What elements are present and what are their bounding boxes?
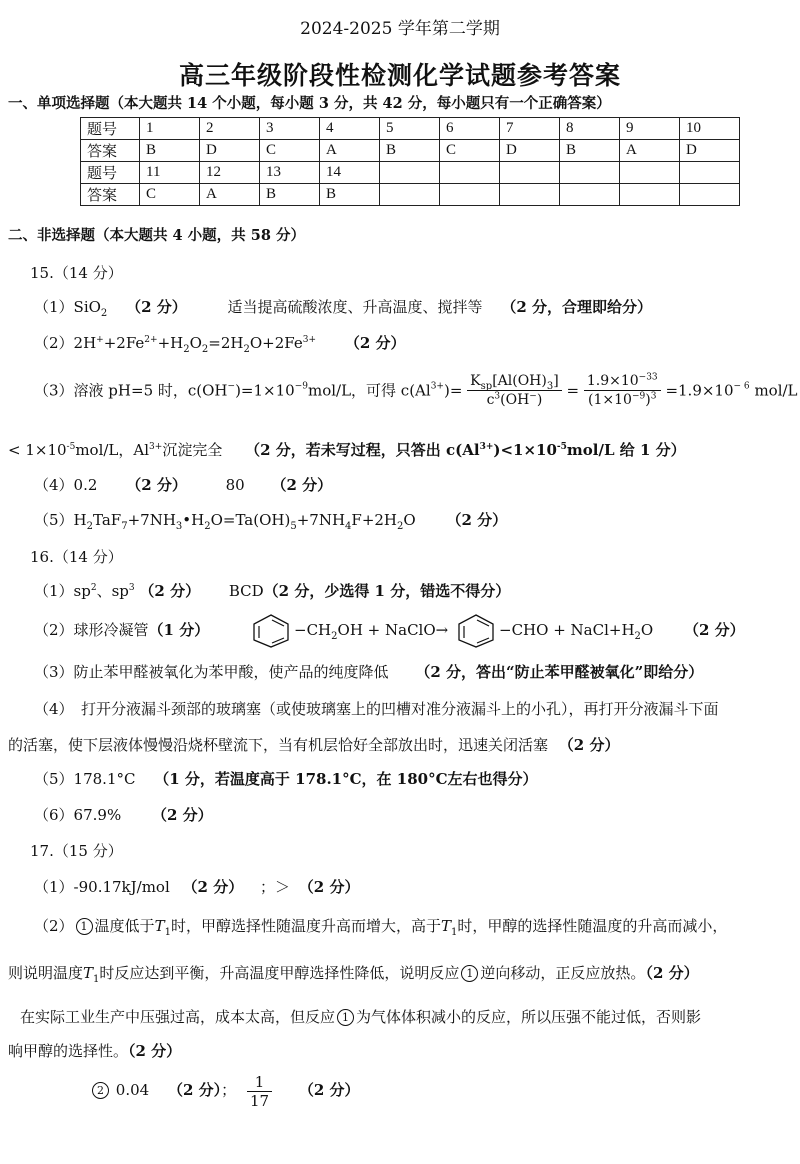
table-cell <box>560 184 620 206</box>
q16-part1: $(1)sp^2$、$sp^3$ （2 分） BCD（2 分，少选得 1 分，错选不得分） <box>34 582 511 600</box>
table-cell: 10 <box>680 118 740 140</box>
table-cell <box>500 162 560 184</box>
section2-heading: 二、非选择题（本大题共 4 小题，共 58 分） <box>8 227 305 244</box>
table-cell: B <box>560 140 620 162</box>
table-cell <box>440 184 500 206</box>
q15-part5: $(5)H_2TaF_7+7NH_3•H_2O=Ta(OH)_5+7NH_4F+2H_2O$ （2 分） <box>34 511 508 532</box>
row-label: 答案 <box>81 184 140 206</box>
value-fraction: $\frac{1.9\times 10^{-33}}{(1\times 10^{-9})^3}$ <box>584 372 661 409</box>
q17-part2-line2: 则说明温度$T_1$时反应达到平衡，升高温度甲醇选择性降低，说明反应 1 逆向移动，正反应放热。（2 分） <box>8 964 699 985</box>
table-row <box>81 140 740 162</box>
table-cell: D <box>200 140 260 162</box>
section1-heading: 一、单项选择题（本大题共 14 个小题，每小题 3 分，共 42 分，每小题只有一个正确答案） <box>8 95 611 112</box>
table-cell: C <box>260 140 320 162</box>
table-cell: B <box>140 140 200 162</box>
table-cell: 6 <box>440 118 500 140</box>
table-cell: 3 <box>260 118 320 140</box>
q16-title: 16.（14 分） <box>30 548 123 566</box>
q17-title: 17.（15 分） <box>30 842 123 860</box>
ksp-fraction: $\frac{K_{sp}[Al(OH)_3]}{c^3(OH^-)}$ <box>467 372 562 409</box>
table-cell: C <box>140 184 200 206</box>
q15-part4: （4）0.2 （2 分） 80 （2 分） <box>34 476 333 494</box>
q15-part3: （3）溶液 pH=5 时，$c(OH^-)=1\times 10^{-9}mol/L$，可得 $c(Al^{3+})=$ $\frac{K_{sp}[Al(OH)_3]}{c^3(OH^-)}$ = $\frac{1.9\times 10^{-33}}{(1\times 10^{-9})^3}$ $=1.9\times 10^{- 6}$ mol/L <box>34 372 798 408</box>
q16-part4-line2: 的活塞，使下层液体慢慢沿烧杯壁流下，当有机层恰好全部放出时，迅速关闭活塞 （2 分） <box>8 736 620 754</box>
q16-part2: （2）球形冷凝管（1 分） $-CH_2OH$ + NaClO→ $-CHO + NaCl+H_2O$ （2 分） <box>34 612 745 648</box>
page-title: 高三年级阶段性检测化学试题参考答案 <box>178 61 621 90</box>
table-cell: D <box>500 140 560 162</box>
table-cell: C <box>440 140 500 162</box>
benzene-ring-icon <box>248 613 294 649</box>
table-cell: 7 <box>500 118 560 140</box>
table-cell <box>380 184 440 206</box>
table-cell: 8 <box>560 118 620 140</box>
benzene-ring-icon <box>453 613 499 649</box>
q16-part6: （6）67.9% （2 分） <box>34 806 213 824</box>
q17-part1: （1）-90.17kJ/mol （2 分） ；＞ （2 分） <box>34 878 360 896</box>
q17-part2-line3: 在实际工业生产中压强过高，成本太高，但反应 1 为气体体积减小的反应，所以压强不能过低，否则影 <box>20 1008 702 1026</box>
table-cell <box>620 184 680 206</box>
table-cell: B <box>380 140 440 162</box>
table-cell <box>560 162 620 184</box>
table-cell: 9 <box>620 118 680 140</box>
q17-part2-line4: 响甲醇的选择性。（2 分） <box>8 1042 182 1060</box>
q15-part1: （1）SiO$_2$ （2 分） 适当提高硫酸浓度、升高温度、搅拌等 （2 分，合理即给分） <box>34 298 652 319</box>
row-label: 题号 <box>81 118 140 140</box>
table-cell: 13 <box>260 162 320 184</box>
table-cell: 1 <box>140 118 200 140</box>
table-cell: A <box>320 140 380 162</box>
table-cell: 5 <box>380 118 440 140</box>
table-cell: D <box>680 140 740 162</box>
q15-part2: $(2)2H^++2Fe^{2+}+H_2O_2=2H_2O+2Fe^{3+}$ （2 分） <box>34 334 406 355</box>
q16-part3: （3）防止苯甲醛被氧化为苯甲酸，使产品的纯度降低 （2 分，答出“防止苯甲醛被氧化”即给分） <box>34 663 704 681</box>
table-row <box>81 162 740 184</box>
table-cell <box>500 184 560 206</box>
table-cell: 11 <box>140 162 200 184</box>
answer-fraction: $\frac{1}{17}$ <box>247 1073 272 1110</box>
table-cell <box>440 162 500 184</box>
table-cell: B <box>320 184 380 206</box>
q15-title: 15.（14 分） <box>30 264 123 282</box>
table-cell: A <box>200 184 260 206</box>
table-cell <box>620 162 680 184</box>
q17-part2-line5: 2 0.04 （2 分）； $\frac{1}{17}$ （2 分） <box>90 1068 359 1112</box>
q15-part3-line2: < $1\times 10^{-5}mol/L$，$Al^{3+}$沉淀完全 （2 分，若未写过程，只答出 $c(Al^{3+})<1\times 10^{-5}mol/L$ 给 1 分） <box>8 441 686 459</box>
table-cell <box>380 162 440 184</box>
table-cell: A <box>620 140 680 162</box>
exam-term: 2024-2025 学年第二学期 <box>300 19 500 39</box>
table-row <box>81 118 740 140</box>
q16-part5: （5）178.1°C （1 分，若温度高于 178.1°C，在 180°C左右也得分） <box>34 770 538 788</box>
q16-part4-line1: （4） 打开分液漏斗颈部的玻璃塞（或使玻璃塞上的凹槽对准分液漏斗上的小孔），再打开分液漏斗下面 <box>34 700 719 718</box>
row-label: 答案 <box>81 140 140 162</box>
answer-table <box>80 117 740 206</box>
q17-part2-line1: （2） 1 温度低于$T_1$时，甲醇选择性随温度升高而增大，高于$T_1$时，甲醇的选择性随温度的升高而减小， <box>34 917 728 938</box>
table-cell: 12 <box>200 162 260 184</box>
table-cell: 14 <box>320 162 380 184</box>
table-row <box>81 184 740 206</box>
table-cell <box>680 184 740 206</box>
table-cell: 2 <box>200 118 260 140</box>
table-cell <box>680 162 740 184</box>
row-label: 题号 <box>81 162 140 184</box>
table-cell: 4 <box>320 118 380 140</box>
table-cell: B <box>260 184 320 206</box>
